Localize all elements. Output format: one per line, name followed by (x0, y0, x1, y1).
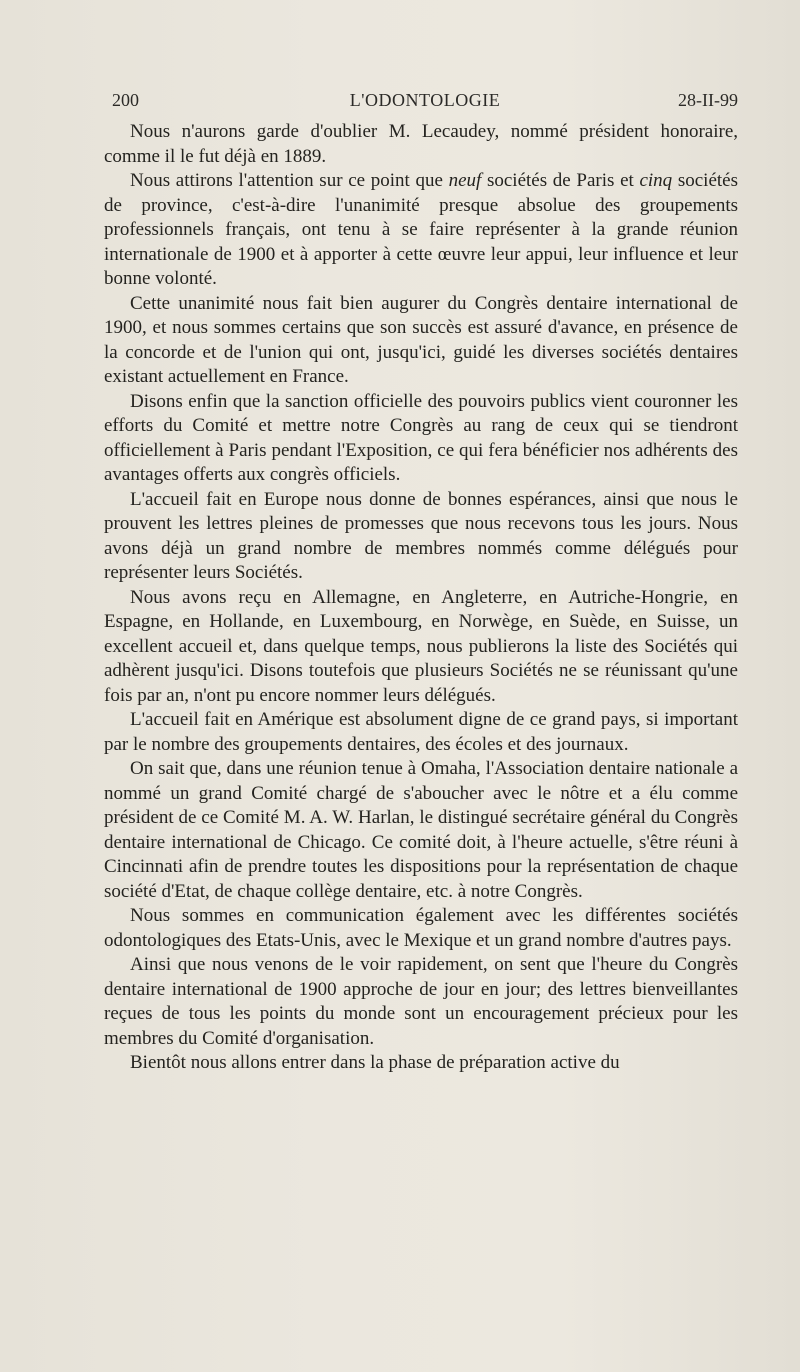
paragraph-1: Nous n'aurons garde d'oublier M. Lecaudey, nommé président honoraire, comme il le fut déjà en 1889. (104, 121, 738, 167)
running-header (112, 90, 738, 114)
article-body (104, 120, 738, 1076)
emphasis-cinq: cinq (639, 170, 673, 191)
paragraph-2: Nous attirons l'attention sur ce point que neuf sociétés de Paris et cinq sociétés de province, c'est-à-dire l'unanimité presque absolue des groupements professionnels français, ont tenu à se faire représenter à la grande réunion internationale de 1900 et à apporter à cette œuvre leur appui, leur influence et leur bonne volonté. (104, 170, 738, 289)
paragraph-3: Cette unanimité nous fait bien augurer du Congrès dentaire international de 1900, et nous sommes certains que son succès est assuré d'avance, en présence de la concorde et de l'union qui ont, jusqu'ici, guidé les diverses sociétés dentaires existant actuellement en France. (104, 292, 738, 387)
paragraph-8: On sait que, dans une réunion tenue à Omaha, l'Association dentaire nationale a nommé un grand Comité chargé de s'aboucher avec le nôtre et a élu comme président de ce Comité M. A. W. Harlan, le distingué secrétaire général du Congrès dentaire international de Chicago. Ce comité doit, à l'heure actuelle, s'être réuni à Cincinnati afin de prendre toutes les dispositions pour la représentation de chaque société d'Etat, de chaque collège dentaire, etc. à notre Congrès. (104, 758, 738, 902)
paragraph-10: Ainsi que nous venons de le voir rapidement, on sent que l'heure du Congrès dentaire international de 1900 approche de jour en jour; des lettres bienveillantes reçues de tous les points du monde sont un encouragement précieux pour les membres du Comité d'organisation. (104, 954, 738, 1049)
paragraph-9: Nous sommes en communication également avec les différentes sociétés odontologiques des Etats-Unis, avec le Mexique et un grand nombre d'autres pays. (104, 905, 738, 951)
paragraph-5: L'accueil fait en Europe nous donne de bonnes espérances, ainsi que nous le prouvent les lettres pleines de promesses que nous recevons tous les jours. Nous avons déjà un grand nombre de membres nommés comme délégués pour représenter leurs Sociétés. (104, 488, 738, 583)
running-title: L'ODONTOLOGIE (349, 90, 501, 110)
issue-date: 28-II-99 (678, 90, 738, 110)
page-number: 200 (112, 90, 139, 110)
paragraph-11: Bientôt nous allons entrer dans la phase de préparation active du (130, 1052, 620, 1073)
emphasis-neuf: neuf (448, 170, 482, 191)
paragraph-4: Disons enfin que la sanction officielle des pouvoirs publics vient couronner les efforts du Comité et mettre notre Congrès au rang de ceux qui se tiendront officiellement à Paris pendant l'Exposition, ce qui fera bénéficier nos adhérents des avantages offerts aux congrès officiels. (104, 390, 738, 485)
paragraph-6: Nous avons reçu en Allemagne, en Angleterre, en Autriche-Hongrie, en Espagne, en Hollande, en Luxembourg, en Norwège, en Suède, en Suisse, un excellent accueil et, dans quelque temps, nous publierons la liste des Sociétés qui adhèrent jusqu'ici. Disons toutefois que plusieurs Sociétés ne se réunissant qu'une fois par an, n'ont pu encore nommer leurs délégués. (104, 586, 738, 706)
paragraph-7: L'accueil fait en Amérique est absolument digne de ce grand pays, si important par le nombre des groupements dentaires, des écoles et des journaux. (104, 709, 738, 755)
